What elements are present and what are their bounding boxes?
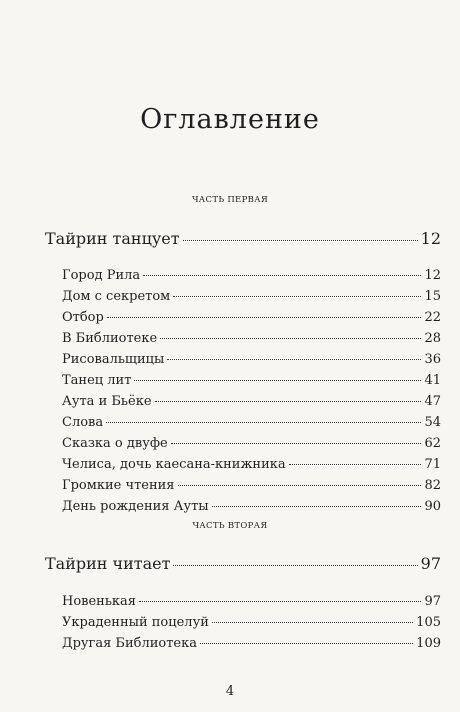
dot-leader	[173, 565, 417, 566]
toc-entry	[62, 310, 441, 325]
toc-entry-title: Другая Библиотека	[62, 636, 197, 651]
page-number: 4	[225, 684, 235, 699]
toc-entry-title: Слова	[62, 415, 104, 430]
toc-entry-title: Отбор	[62, 310, 104, 325]
dot-leader	[155, 401, 422, 402]
dot-leader	[212, 622, 413, 623]
toc-entry	[62, 352, 441, 367]
dot-leader	[134, 380, 421, 381]
toc-entry-page: 54	[424, 415, 441, 430]
toc-entry	[62, 615, 441, 630]
toc-entry-title: Челиса, дочь каесана-книжника	[62, 457, 286, 472]
toc-entry	[62, 331, 441, 346]
toc-entry-page: 15	[424, 289, 441, 304]
toc-entry-title: Город Рила	[62, 268, 141, 283]
dot-leader	[173, 296, 421, 297]
dot-leader	[171, 443, 422, 444]
toc-entry	[62, 457, 441, 472]
dot-leader	[178, 485, 422, 486]
toc-entry-title: Новенькая	[62, 594, 136, 609]
toc-entry-page: 47	[424, 394, 441, 409]
toc-entry-page: 12	[420, 229, 441, 248]
toc-entry-page: 22	[424, 310, 441, 325]
toc-entry-page: 36	[424, 352, 441, 367]
toc-entry-page: 28	[424, 331, 441, 346]
toc-entry	[62, 415, 441, 430]
dot-leader	[107, 317, 422, 318]
toc-entry-page: 71	[424, 457, 441, 472]
dot-leader	[200, 643, 413, 644]
toc-entry-page: 109	[416, 636, 441, 651]
toc-entry-page: 82	[424, 478, 441, 493]
toc-entry-page: 97	[424, 594, 441, 609]
toc-entry	[62, 268, 441, 283]
toc-entry-page: 105	[416, 615, 441, 630]
dot-leader	[143, 275, 421, 276]
toc-entry-title: День рождения Ауты	[62, 499, 209, 514]
dot-leader	[183, 240, 418, 241]
toc-entry-title: Дом с секретом	[62, 289, 171, 304]
toc-entry	[62, 594, 441, 609]
toc-entry-page: 90	[424, 499, 441, 514]
toc-entry	[62, 373, 441, 388]
toc-entry-title: Тайрин читает	[45, 554, 171, 573]
toc-entry-title: Украденный поцелуй	[62, 615, 209, 630]
page-title: Оглавление	[140, 104, 320, 135]
toc-entry-page: 12	[424, 268, 441, 283]
toc-entry	[62, 394, 441, 409]
dot-leader	[289, 464, 422, 465]
toc-entry	[62, 499, 441, 514]
toc-entry	[62, 436, 441, 451]
dot-leader	[106, 422, 421, 423]
toc-entry-page: 62	[424, 436, 441, 451]
toc-entry-title: Громкие чтения	[62, 478, 175, 493]
toc-entry	[62, 636, 441, 651]
toc-entry-title: Рисовальщицы	[62, 352, 165, 367]
toc-entry-page: 97	[420, 554, 441, 573]
part-label: ЧАСТЬ ПЕРВАЯ	[191, 195, 269, 205]
toc-entry-title: Сказка о двуфе	[62, 436, 168, 451]
dot-leader	[160, 338, 421, 339]
toc-entry-page: 41	[424, 373, 441, 388]
toc-entry-title: Тайрин танцует	[45, 229, 180, 248]
dot-leader	[139, 601, 421, 602]
toc-entry-title: Аута и Бьёке	[62, 394, 152, 409]
dot-leader	[167, 359, 421, 360]
toc-entry	[62, 289, 441, 304]
part-label: ЧАСТЬ ВТОРАЯ	[192, 521, 268, 531]
toc-entry-part	[45, 229, 441, 248]
dot-leader	[212, 506, 422, 507]
toc-entry-title: Танец лит	[62, 373, 132, 388]
toc-entry-part	[45, 554, 441, 573]
toc-entry-title: В Библиотеке	[62, 331, 158, 346]
toc-entry	[62, 478, 441, 493]
